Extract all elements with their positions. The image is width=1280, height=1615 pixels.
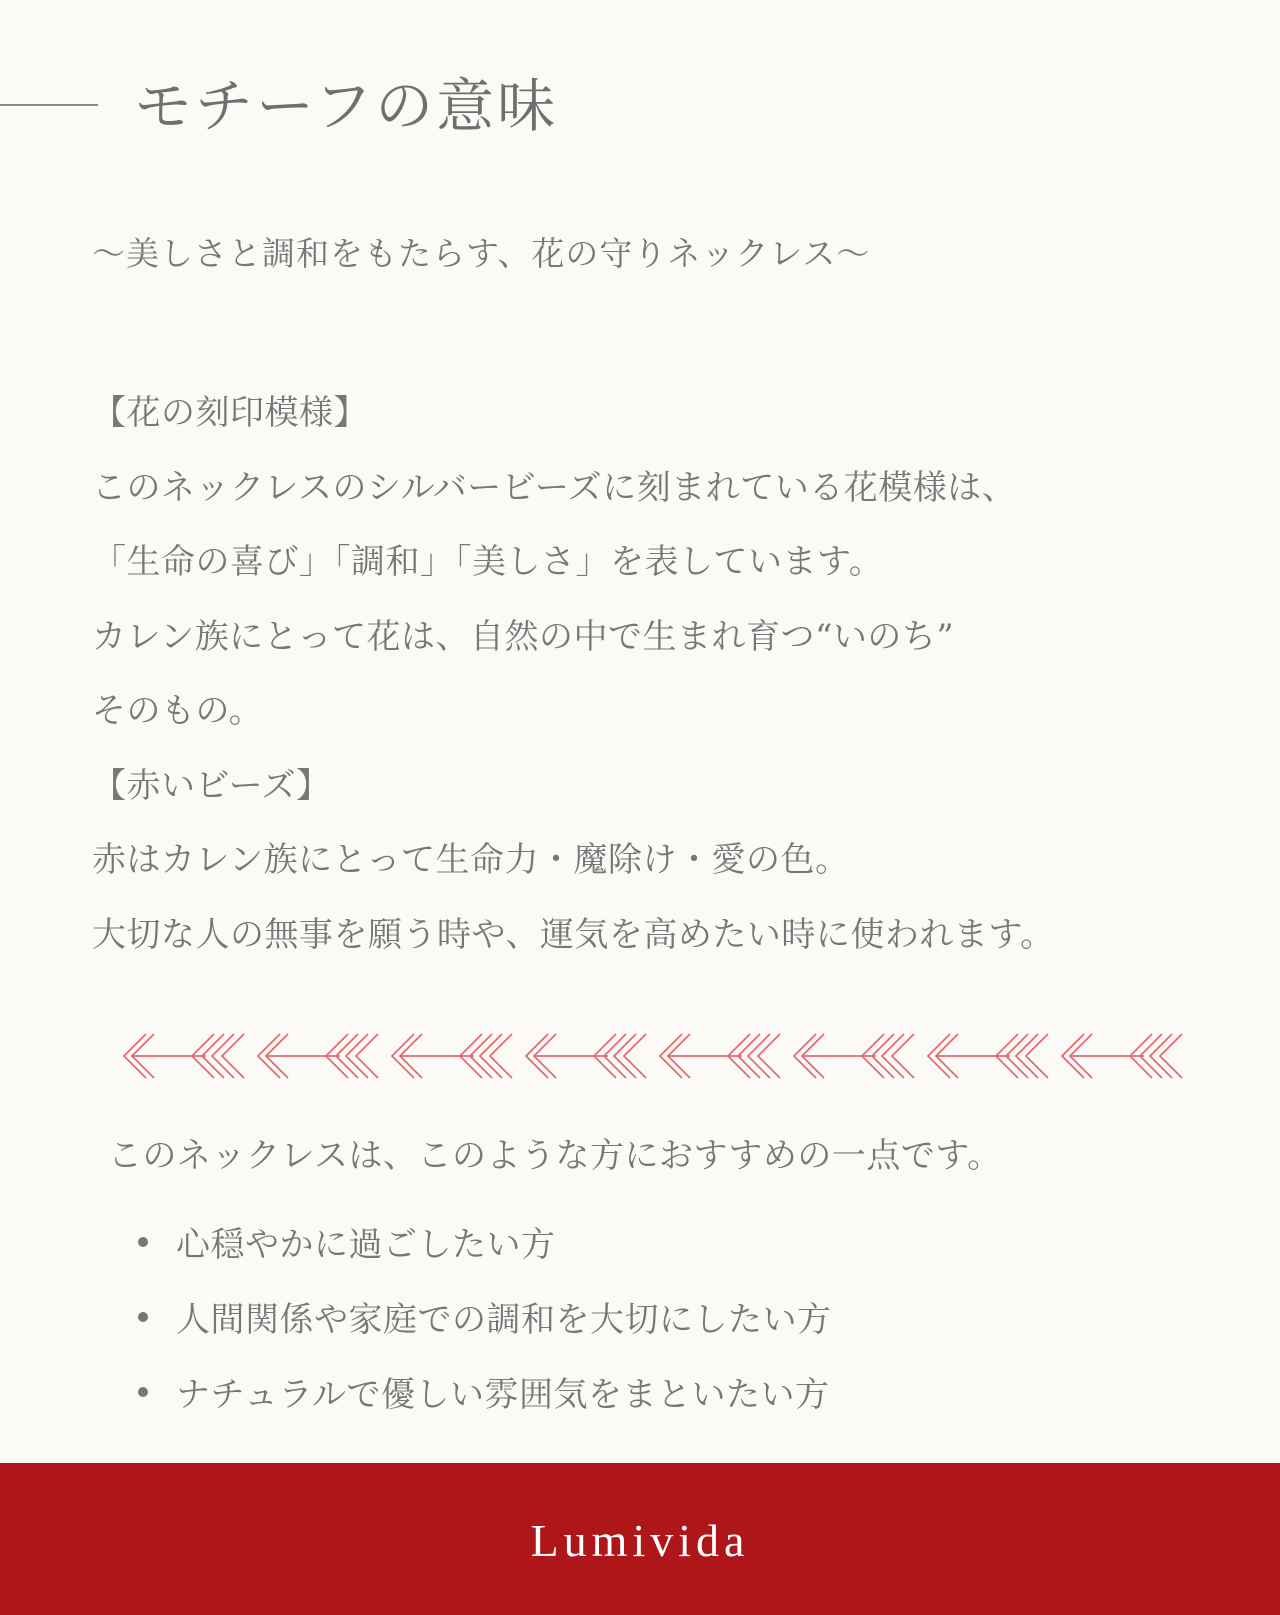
arrow-icon — [1062, 1034, 1182, 1078]
bullet-icon — [138, 1312, 148, 1322]
section-heading: モチーフの意味 — [134, 72, 559, 140]
description-line: そのもの。 — [92, 691, 264, 731]
list-item — [138, 1204, 832, 1279]
footer-bar — [0, 1463, 1280, 1615]
bullet-icon — [138, 1387, 148, 1397]
red-beads-heading: 【赤いビーズ】 — [92, 765, 331, 806]
description-line: このネックレスのシルバービーズに刻まれている花模様は、 — [92, 467, 1017, 508]
flower-engraving-heading: 【花の刻印模様】 — [92, 393, 368, 433]
list-item — [138, 1354, 832, 1429]
arrow-icon — [124, 1034, 244, 1078]
motif-description — [92, 376, 1055, 972]
list-item — [138, 1279, 832, 1354]
arrow-icon — [928, 1034, 1048, 1078]
description-line: 大切な人の無事を願う時や、運気を高めたい時に使われます。 — [92, 914, 1055, 955]
recommendation-intro: このネックレスは、このような方におすすめの一点です。 — [108, 1136, 1002, 1176]
arrow-icon — [660, 1034, 780, 1078]
list-item-text: 心穏やかに過ごしたい方 — [176, 1225, 556, 1265]
list-item-text: 人間関係や家庭での調和を大切にしたい方 — [176, 1300, 832, 1340]
description-line: 「生命の喜び」「調和」「美しさ」を表しています。 — [92, 542, 884, 582]
brand-logo-text: Lumivida — [530, 1515, 750, 1566]
bullet-icon — [138, 1237, 148, 1247]
arrow-icon — [526, 1034, 646, 1078]
description-line: 赤はカレン族にとって生命力・魔除け・愛の色。 — [92, 840, 850, 880]
arrow-icon — [392, 1034, 512, 1078]
arrow-divider — [120, 1026, 1192, 1086]
heading-decorative-rule — [0, 104, 98, 106]
description-line: カレン族にとって花は、自然の中で生まれ育つ“いのち” — [92, 616, 955, 657]
list-item-text: ナチュラルで優しい雰囲気をまといたい方 — [176, 1375, 830, 1415]
arrow-icon — [258, 1034, 378, 1078]
arrow-icon — [794, 1034, 914, 1078]
recommendation-list — [138, 1204, 832, 1429]
section-subtitle: ～美しさと調和をもたらす、花の守りネックレス～ — [92, 234, 871, 273]
